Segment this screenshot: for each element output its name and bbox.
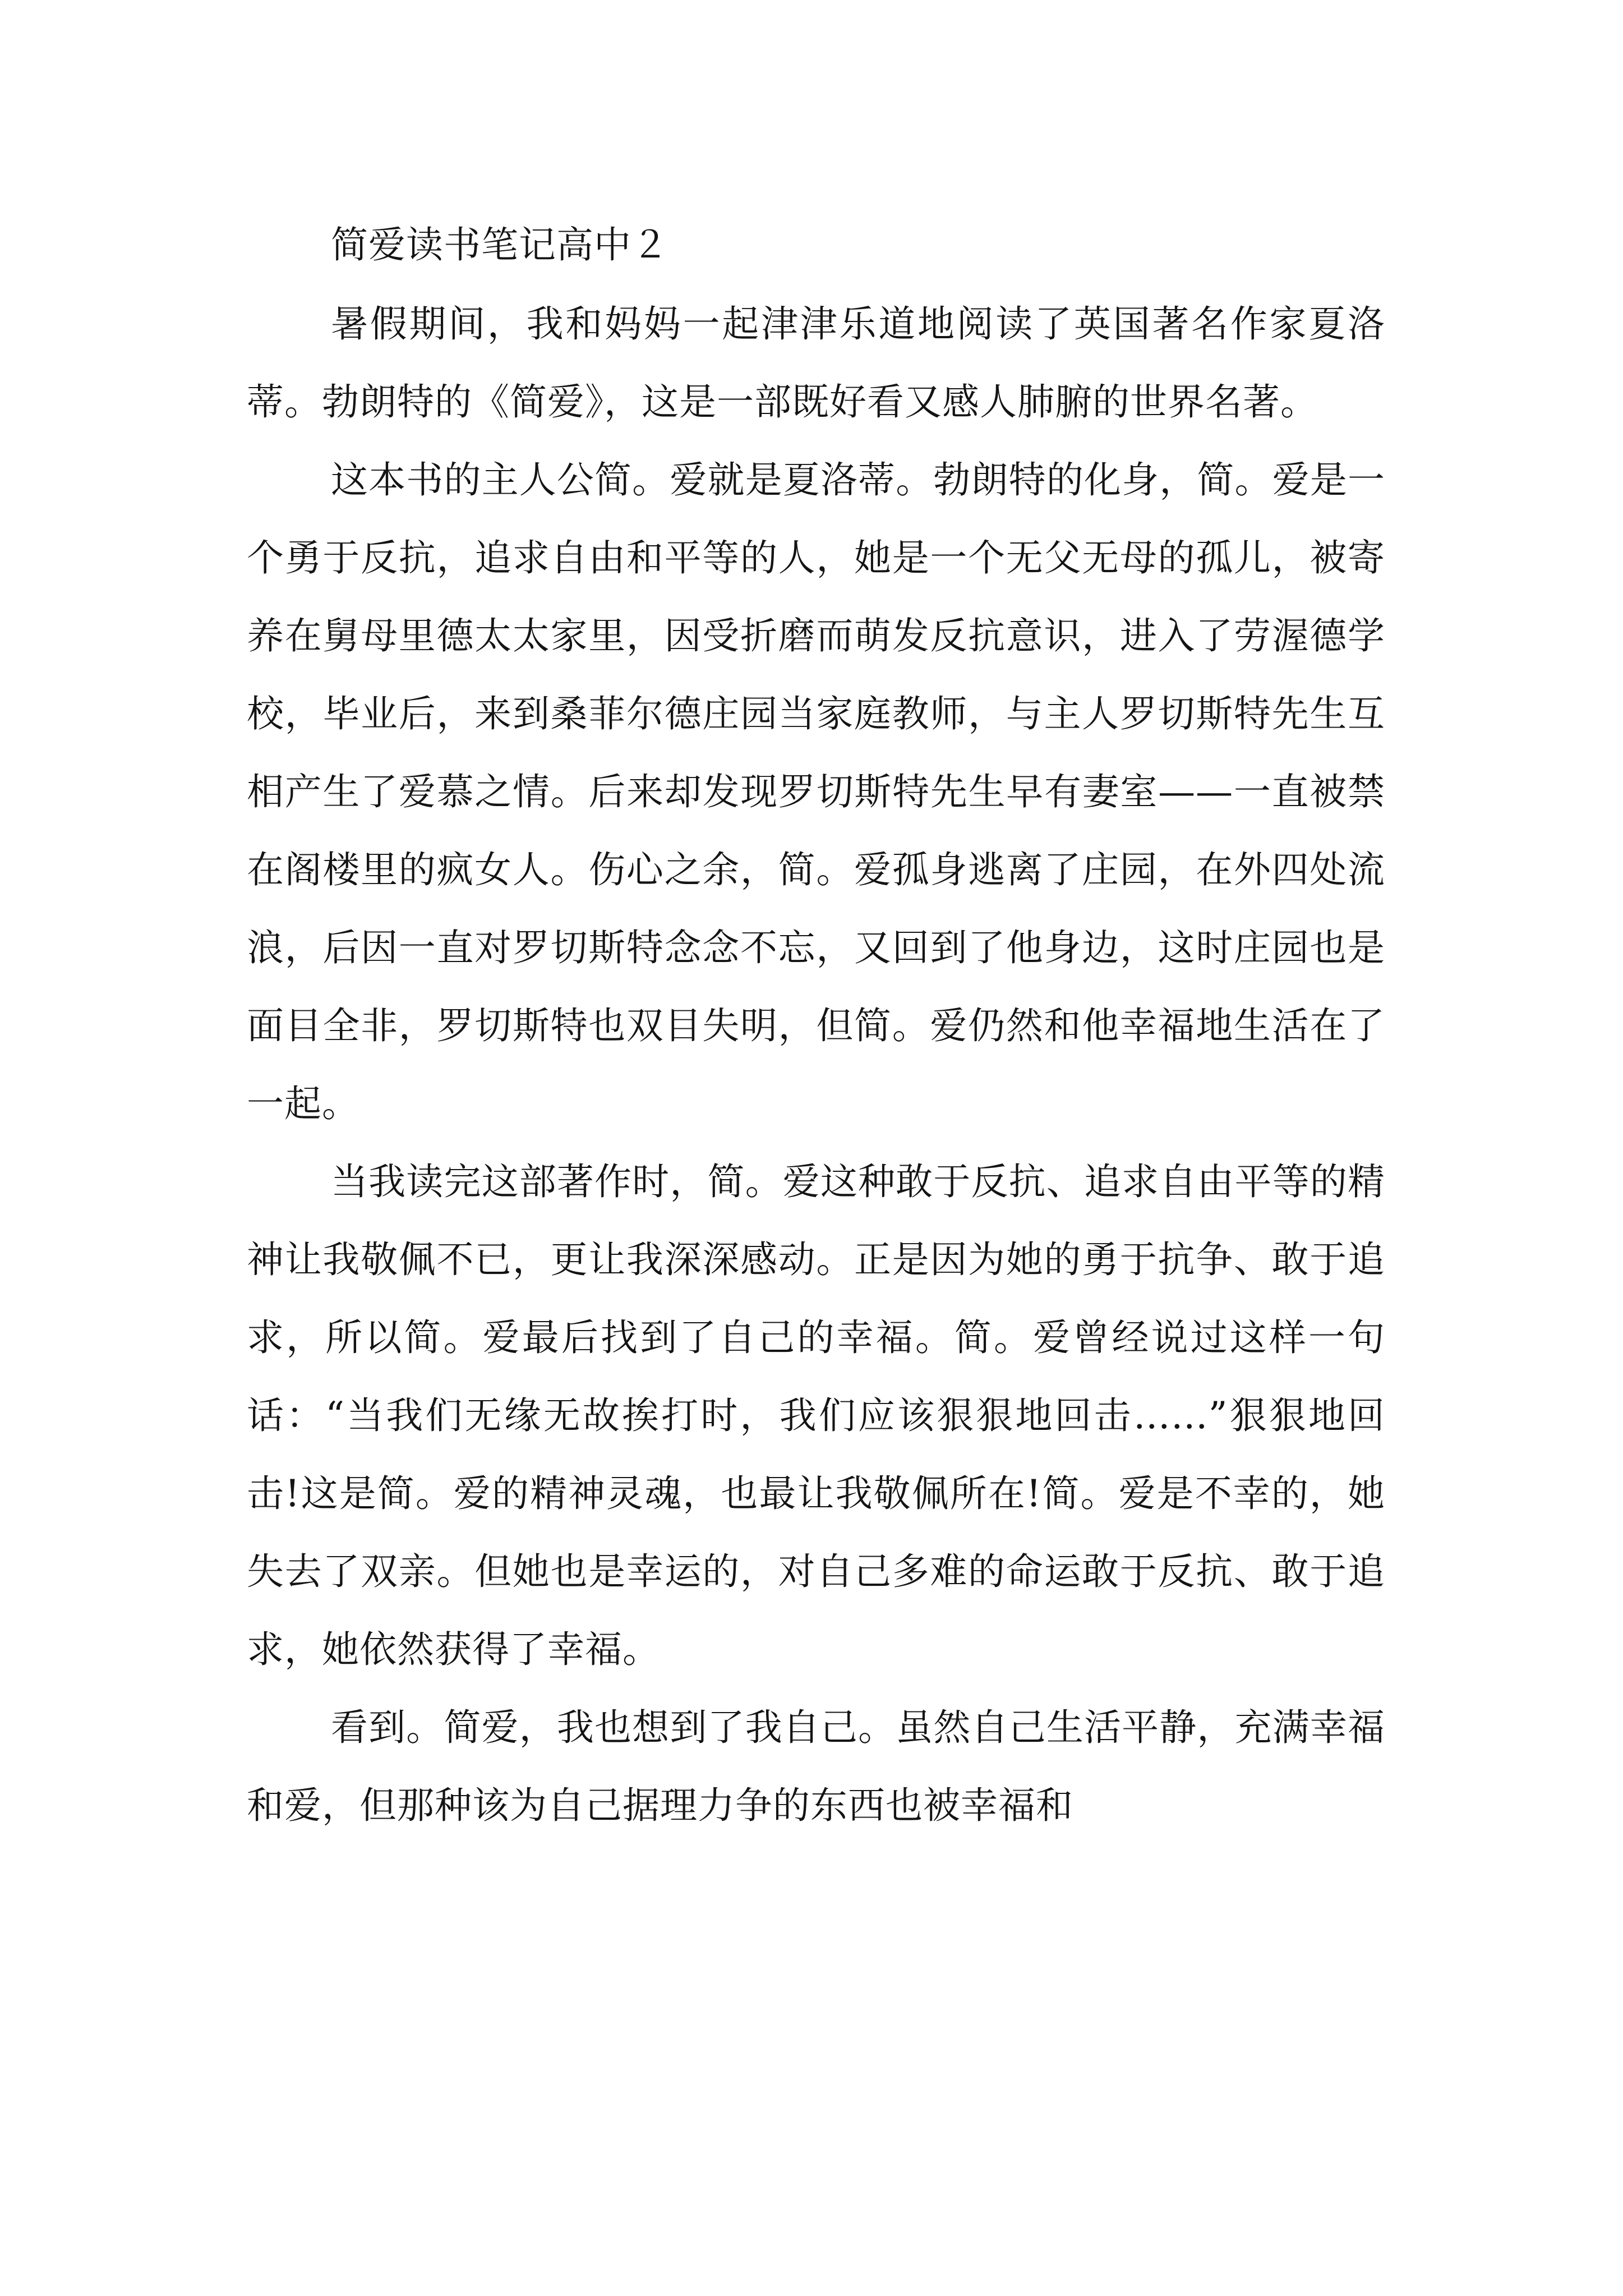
paragraph-plot-summary: 这本书的主人公简。爱就是夏洛蒂。勃朗特的化身，简。爱是一个勇于反抗，追求自由和平等的人，她是一个无父无母的孤儿，被寄养在舅母里德太太家里，因受折磨而萌发反抗意识，进入了劳渥德学校，毕业后，来到桑菲尔德庄园当家庭教师，与主人罗切斯特先生互相产生了爱慕之情。后来却发现罗切斯特先生早有妻室——一直被禁在阁楼里的疯女人。伤心之余，简。爱孤身逃离了庄园，在外四处流浪，后因一直对罗切斯特念念不忘，又回到了他身边，这时庄园也是面目全非，罗切斯特也双目失明，但简。爱仍然和他幸福地生活在了一起。 — [247, 458, 1385, 1125]
document-title: 简爱读书笔记高中２ — [331, 223, 669, 266]
paragraph-self-reflection: 看到。简爱，我也想到了我自己。虽然自己生活平静，充满幸福和爱，但那种该为自己据理力争的东西也被幸福和 — [247, 1706, 1385, 1827]
document-body — [247, 205, 1385, 1844]
paragraph-reflection: 当我读完这部著作时，简。爱这种敢于反抗、追求自由平等的精神让我敬佩不已，更让我深深感动。正是因为她的勇于抗争、敢于追求，所以简。爱最后找到了自己的幸福。简。爱曾经说过这样一句话：“当我们无缘无故挨打时，我们应该狠狠地回击……”狠狠地回击!这是简。爱的精神灵魂，也最让我敬佩所在!简。爱是不幸的，她失去了双亲。但她也是幸运的，对自己多难的命运敢于反抗、敢于追求，她依然获得了幸福。 — [247, 1160, 1385, 1671]
paragraph-summer-reading: 暑假期间，我和妈妈一起津津乐道地阅读了英国著名作家夏洛蒂。勃朗特的《简爱》，这是一部既好看又感人肺腑的世界名著。 — [247, 302, 1385, 424]
